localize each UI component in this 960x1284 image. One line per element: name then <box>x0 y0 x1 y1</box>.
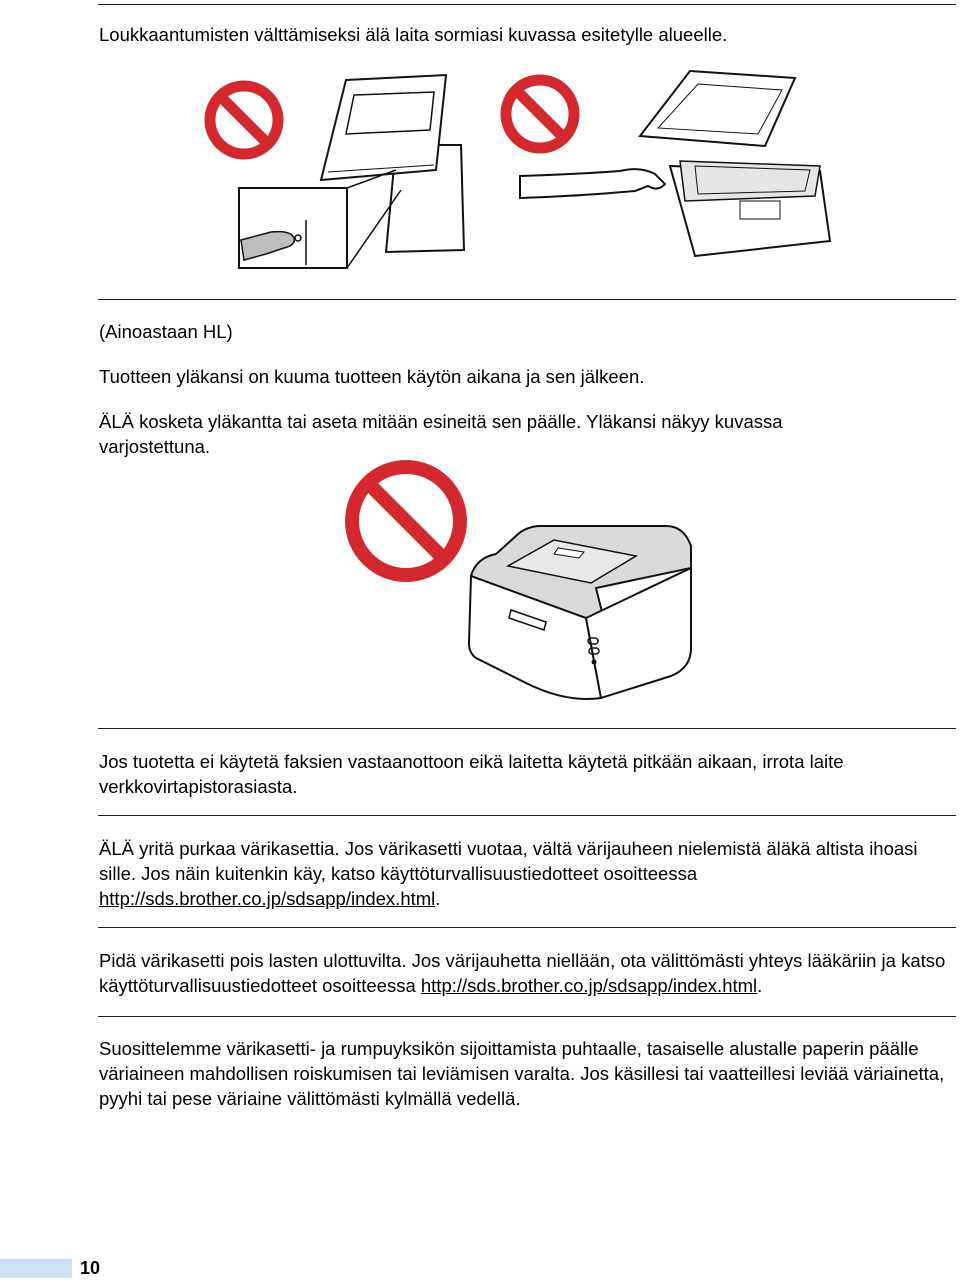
section-rule <box>98 4 956 5</box>
finger-warning-text: Loukkaantumisten välttämiseksi älä laita sormiasi kuvassa esitetylle alueelle. <box>99 24 728 45</box>
printer-hand-illustration <box>520 66 840 266</box>
unplug-advice-text: Jos tuotetta ei käytetä faksien vastaanottoon eikä laitetta käytetä pitkään aikaan, irrota laite verkkovirtapistorasiasta. <box>99 751 844 797</box>
printer-finger-illustration <box>236 70 476 270</box>
printer-hot-cover-illustration <box>466 518 696 708</box>
section-rule <box>98 1016 956 1017</box>
page-number: 10 <box>80 1258 101 1278</box>
sds-link[interactable]: http://sds.brother.co.jp/sdsapp/index.html <box>420 975 758 996</box>
section-rule <box>98 927 956 928</box>
sds-link[interactable]: http://sds.brother.co.jp/sdsapp/index.html <box>99 888 436 909</box>
toner-disassembly-warning: ÄLÄ yritä purkaa värikasettia. Jos värikasetti vuotaa, vältä värijauheen nielemistä äläkä altista ihoasi sille. Jos näin kuitenkin käy, katso käyttöturvallisuustiedotteet osoitteessa http://sds.brother.co.jp/sdsapp/index.html. <box>99 838 918 909</box>
toner-placement-advice: Suosittelemme värikasetti- ja rumpuyksikön sijoittamista puhtaalle, tasaiselle alustalle paperin päälle väriaineen mahdollisen roiskumisen tai leviämisen varalta. Jos käsillesi tai vaatteillesi leviää väriainetta, pyyhi tai pese väriaine välittömästi kylmällä vedellä. <box>99 1038 945 1109</box>
prohibition-icon <box>343 458 469 584</box>
hot-cover-warning: (Ainoastaan HL) Tuotteen yläkansi on kuuma tuotteen käytön aikana ja sen jälkeen. ÄLÄ kosketa yläkantta tai aseta mitään esineitä sen päälle. Yläkansi näkyy kuvassa varjostettuna. <box>99 321 783 457</box>
section-rule <box>98 728 956 729</box>
section-rule <box>98 815 956 816</box>
children-toner-warning: Pidä värikasetti pois lasten ulottuvilta. Jos värijauhetta niellään, ota välittömästi yhteys lääkäriin ja katso käyttöturvallisuustiedotteet osoitteessa http://sds.brother.co.jp/sdsapp/index.html. <box>99 950 946 996</box>
section-rule <box>98 299 956 300</box>
page-tab <box>0 1259 72 1278</box>
